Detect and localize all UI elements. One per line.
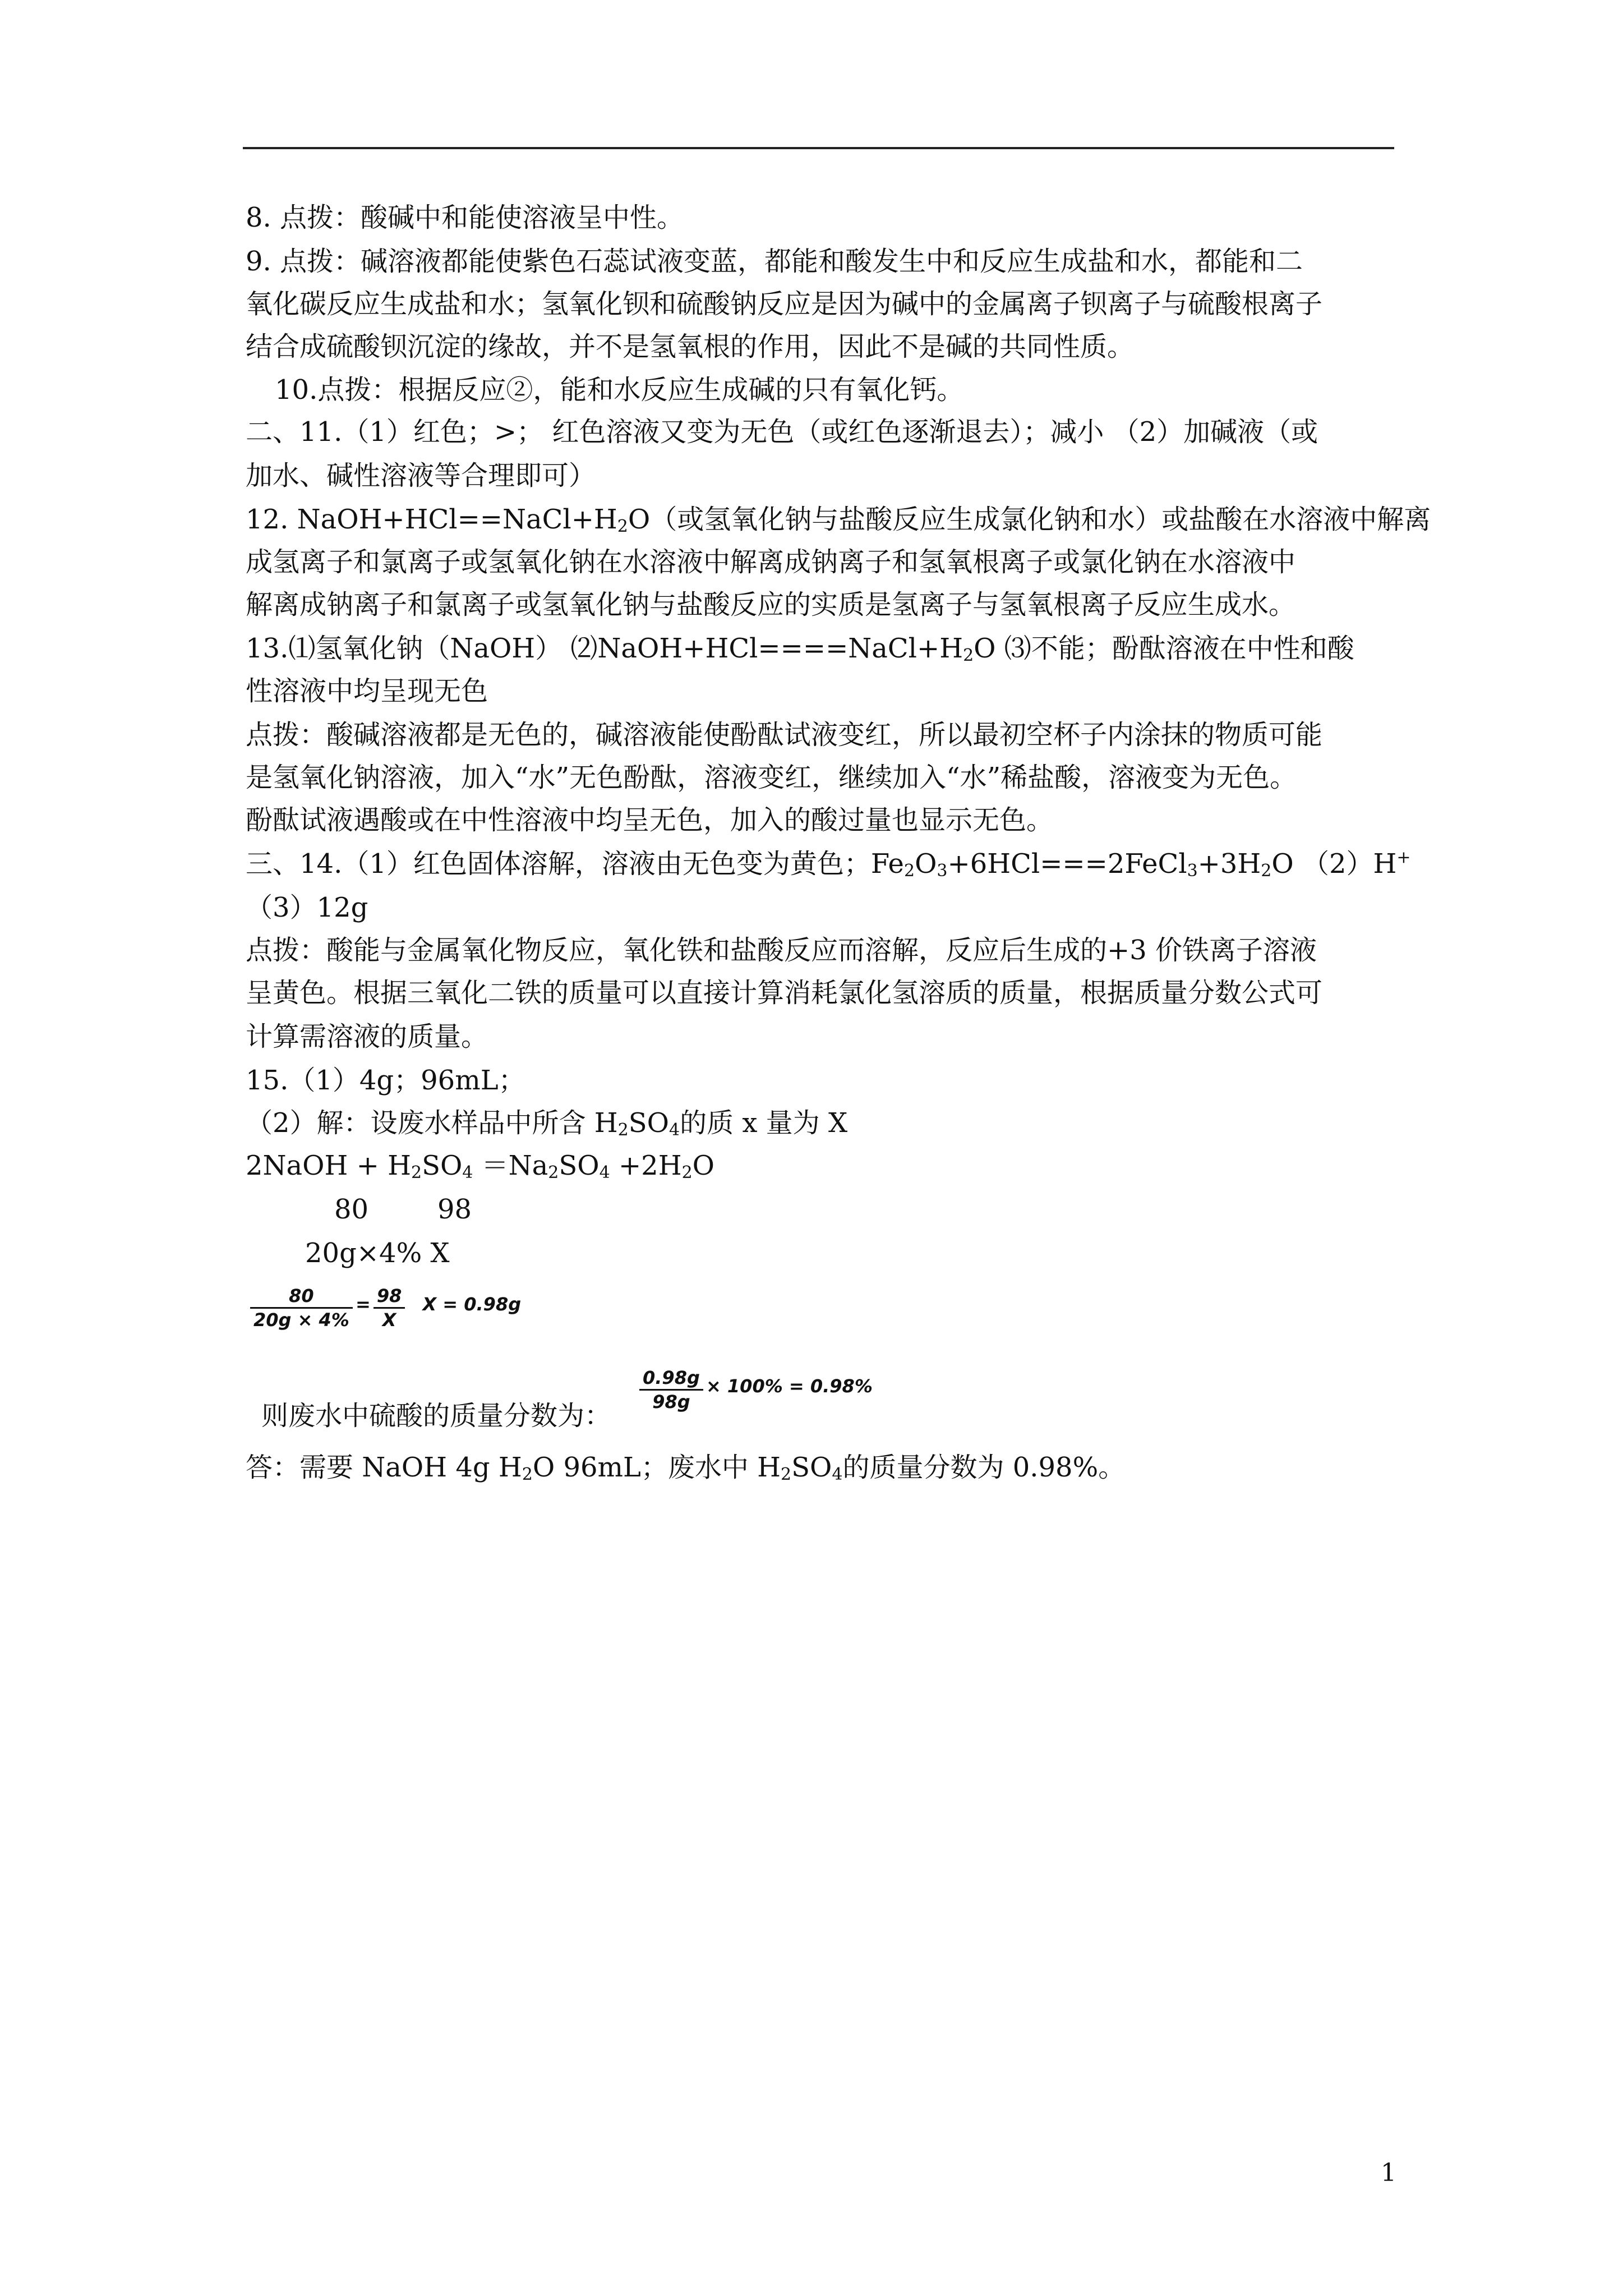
text: SO	[422, 1150, 463, 1181]
text: 2NaOH + H	[246, 1150, 411, 1181]
equals-sign: =	[355, 1294, 371, 1315]
subscript: 4	[832, 1465, 843, 1484]
answer-12-line-3: 解离成钠离子和氯离子或氢氧化钠与盐酸反应的实质是氢离子与氢氧根离子反应生成水。	[246, 589, 1296, 620]
numerator: 80	[289, 1285, 314, 1306]
subscript: 2	[411, 1163, 422, 1182]
proportion-formula	[250, 1285, 521, 1331]
text: O ⑶不能；酚酞溶液在中性和酸	[974, 633, 1354, 664]
answer-14-line-2: （3）12g	[246, 892, 368, 923]
text: O	[915, 848, 937, 880]
hint-13-line-2: 是氢氧化钠溶液，加入“水”无色酚酞，溶液变红，继续加入“水”稀盐酸，溶液变为无色。	[246, 762, 1297, 793]
answer-10: 10.点拨：根据反应②，能和水反应生成碱的只有氧化钙。	[275, 374, 964, 406]
subscript: 2	[617, 517, 628, 536]
hint-13-line-1: 点拨：酸碱溶液都是无色的，碱溶液能使酚酞试液变红，所以最初空杯子内涂抹的物质可能	[246, 719, 1323, 751]
answer-9-line-2: 氧化碳反应生成盐和水；氢氧化钡和硫酸钠反应是因为碱中的金属离子钡离子与硫酸根离子	[246, 288, 1323, 320]
answer-12-line-1	[246, 503, 1431, 536]
header-rule	[243, 147, 1394, 149]
molar-mass-h2so4: 98	[437, 1194, 472, 1225]
subscript: 2	[781, 1465, 792, 1484]
answer-12-line-2: 成氢离子和氯离子或氢氧化钠在水溶液中解离成钠离子和氢氧根离子或氯化钠在水溶液中	[246, 546, 1296, 578]
text: 的质量分数为 0.98%。	[842, 1452, 1126, 1483]
answer-14-line-1	[246, 847, 1411, 881]
hint-13-line-3: 酚酞试液遇酸或在中性溶液中均呈无色，加入的酸过量也显示无色。	[246, 804, 1054, 836]
answer-11-line-1: 二、11.（1）红色；>； 红色溶液又变为无色（或红色逐渐退去）；减小 （2）加碱液（或	[246, 416, 1318, 448]
subscript: 2	[681, 1163, 693, 1182]
page-number: 1	[1381, 2159, 1396, 2187]
denominator: 98g	[639, 1389, 703, 1413]
answer-15-part-1: 15.（1）4g；96mL；	[246, 1065, 525, 1096]
subscript: 2	[963, 646, 974, 665]
known-unknown-row: 20g×4% X	[305, 1237, 450, 1269]
text: +3H	[1197, 848, 1261, 880]
text: +2H	[610, 1150, 682, 1181]
numerator: 98	[376, 1285, 402, 1306]
text: 13.⑴氢氧化钠（NaOH） ⑵NaOH+HCl====NaCl+H	[246, 633, 963, 664]
text: 三、14.（1）红色固体溶解，溶液由无色变为黄色；Fe	[246, 848, 904, 880]
text: SO	[791, 1452, 832, 1483]
answer-8: 8. 点拨：酸碱中和能使溶液呈中性。	[246, 202, 684, 233]
subscript: 2	[548, 1163, 559, 1182]
subscript: 3	[1187, 861, 1198, 881]
subscript: 3	[937, 861, 948, 881]
superscript: +	[1396, 848, 1411, 867]
subscript: 4	[599, 1163, 610, 1182]
mass-fraction-formula	[639, 1366, 873, 1413]
fraction	[250, 1285, 353, 1331]
answer-13-line-2: 性溶液中均呈现无色	[246, 675, 488, 707]
answer-13-line-1	[246, 632, 1354, 665]
answer-9-line-1: 9. 点拨：碱溶液都能使紫色石蕊试液变蓝，都能和酸发生中和反应生成盐和水，都能和二	[246, 246, 1303, 277]
fraction	[374, 1285, 405, 1331]
answer-9-line-3: 结合成硫酸钡沉淀的缘故，并不是氢氧根的作用，因此不是碱的共同性质。	[246, 331, 1135, 362]
denominator: X	[374, 1307, 405, 1331]
subscript: 4	[669, 1120, 680, 1140]
result: × 100% = 0.98%	[706, 1375, 873, 1397]
text: （2）解：设废水样品中所含 H	[246, 1107, 618, 1139]
text: 12. NaOH+HCl==NaCl+H	[246, 504, 617, 535]
answer-11-line-2: 加水、碱性溶液等合理即可）	[246, 460, 596, 491]
text: SO	[628, 1107, 669, 1139]
text: +6HCl===2FeCl	[947, 848, 1187, 880]
result: X = 0.98g	[422, 1294, 522, 1315]
hint-14-line-3: 计算需溶液的质量。	[246, 1021, 488, 1052]
text: O	[692, 1150, 715, 1181]
text: SO	[559, 1150, 600, 1181]
text: ＝Na	[473, 1150, 548, 1181]
subscript: 2	[903, 861, 915, 881]
numerator: 0.98g	[643, 1367, 700, 1388]
subscript: 2	[522, 1465, 533, 1484]
answer-15-part-2	[246, 1106, 847, 1140]
text: O（或氢氧化钠与盐酸反应生成氯化钠和水）或盐酸在水溶液中解离	[628, 504, 1431, 535]
subscript: 2	[1261, 861, 1272, 881]
text: O （2）H	[1271, 848, 1397, 880]
text: 答：需要 NaOH 4g H	[246, 1452, 522, 1483]
hint-14-line-1: 点拨：酸能与金属氧化物反应，氧化铁和盐酸反应而溶解，反应后生成的+3 价铁离子溶液	[246, 935, 1317, 966]
hint-14-line-2: 呈黄色。根据三氧化二铁的质量可以直接计算消耗氯化氢溶质的质量，根据质量分数公式可	[246, 977, 1323, 1009]
text: O 96mL；废水中 H	[532, 1452, 781, 1483]
final-answer	[246, 1451, 1125, 1484]
denominator: 20g × 4%	[250, 1307, 353, 1331]
reaction-equation	[246, 1149, 714, 1182]
molar-mass-naoh: 80	[334, 1194, 369, 1225]
text: 的质 x 量为 X	[680, 1107, 848, 1139]
subscript: 4	[462, 1163, 473, 1182]
mass-fraction-label: 则废水中硫酸的质量分数为：	[261, 1400, 612, 1432]
subscript: 2	[617, 1120, 629, 1140]
fraction	[639, 1366, 703, 1413]
